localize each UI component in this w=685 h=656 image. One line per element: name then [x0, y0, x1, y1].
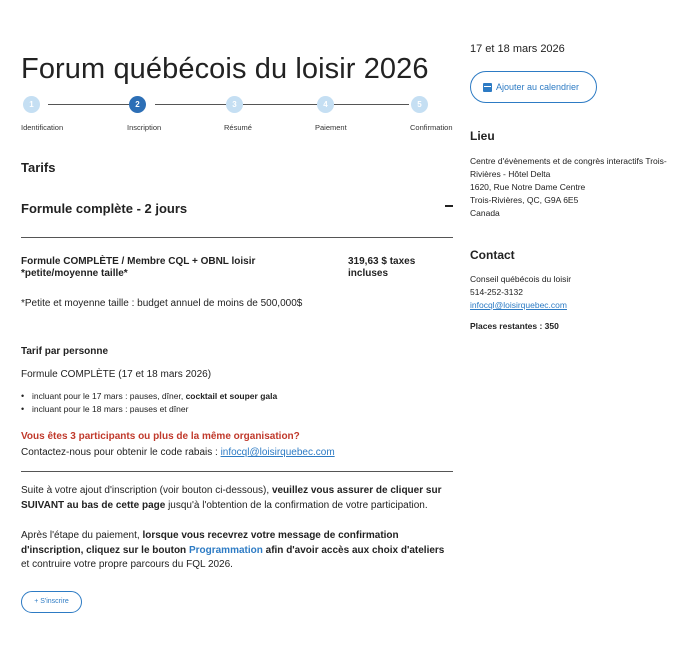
tarif-price-line1: 319,63 $ taxes — [348, 256, 416, 267]
p2-text-d: et contruire votre propre parcours du FQL 2026. — [21, 559, 233, 570]
instructions-paragraph-1 — [21, 484, 453, 513]
add-to-calendar-button[interactable] — [470, 71, 597, 103]
tarifs-heading: Tarifs — [21, 160, 56, 175]
step-1-label: Identification — [21, 123, 64, 132]
step-4-circle[interactable]: 4 — [317, 96, 334, 113]
list-item — [21, 403, 277, 416]
event-date: 17 et 18 mars 2026 — [470, 43, 565, 55]
formule-line: Formule COMPLÈTE (17 et 18 mars 2026) — [21, 369, 212, 380]
discount-email-link[interactable]: infocql@loisirquebec.com — [220, 447, 335, 458]
contact-heading: Contact — [470, 248, 515, 262]
lieu-line4: Canada — [470, 208, 500, 218]
tarif-item-name — [21, 256, 271, 280]
step-3-label: Résumé — [224, 123, 252, 132]
p2-text-a: Après l'étape du paiement, — [21, 530, 143, 541]
step-connector — [48, 104, 139, 105]
tarif-item-price — [348, 256, 438, 280]
step-2-circle[interactable]: 2 — [129, 96, 146, 113]
instructions-paragraph-2 — [21, 529, 453, 573]
p1-bold: veuillez vous assurer de cliquer sur SUIVANT au bas de cette page — [21, 485, 442, 511]
group-question: Vous êtes 3 participants ou plus de la même organisation? — [21, 431, 300, 442]
step-2-label: Inscription — [127, 123, 162, 132]
contact-org: Conseil québécois du loisir — [470, 274, 572, 284]
size-note: *Petite et moyenne taille : budget annuel de moins de 500,000$ — [21, 298, 303, 309]
collapse-minus-icon[interactable] — [445, 205, 453, 207]
inclusions-list — [21, 390, 277, 416]
step-5-label: Confirmation — [410, 123, 453, 132]
tarif-item-name-line1: Formule COMPLÈTE / Membre CQL + OBNL loisir — [21, 256, 256, 267]
lieu-line1: Centre d'évènements et de congrès interactifs Trois-Rivières - Hôtel Delta — [470, 156, 667, 179]
step-connector — [155, 104, 226, 105]
page-title: Forum québécois du loisir 2026 — [21, 53, 429, 85]
discount-contact-text: Contactez-nous pour obtenir le code rabais : — [21, 447, 221, 458]
step-connector — [243, 104, 317, 105]
tarif-price-line2: incluses — [348, 268, 389, 279]
bullet1-bold: cocktail et souper gala — [185, 391, 278, 401]
step-4-label: Paiement — [315, 123, 347, 132]
step-3-circle[interactable]: 3 — [226, 96, 243, 113]
p2-bold-c: afin d'avoir accès aux choix d'ateliers — [262, 544, 445, 556]
lieu-address — [470, 155, 680, 220]
lieu-line3: Trois-Rivières, QC, G9A 6E5 — [470, 195, 579, 205]
lieu-line2: 1620, Rue Notre Dame Centre — [470, 182, 586, 192]
list-item — [21, 390, 277, 403]
bullet2-text: incluant pour le 18 mars : pauses et dîner — [32, 404, 189, 414]
inscrire-button[interactable]: + S'inscrire — [21, 591, 82, 613]
bullet1-text: incluant pour le 17 mars : pauses, dîner, — [32, 391, 186, 401]
lieu-heading: Lieu — [470, 129, 495, 143]
places-remaining: Places restantes : 350 — [470, 321, 559, 331]
step-1-circle[interactable]: 1 — [23, 96, 40, 113]
p1-text-a: Suite à votre ajout d'inscription (voir bouton ci-dessous), — [21, 485, 272, 496]
p1-text-c: jusqu'à l'obtention de la confirmation de votre participation. — [165, 499, 428, 511]
divider — [21, 237, 453, 238]
step-5-circle[interactable]: 5 — [411, 96, 428, 113]
step-connector — [334, 104, 409, 105]
calendar-icon — [483, 83, 492, 92]
divider — [21, 471, 453, 472]
contact-email-link[interactable]: infocql@loisirquebec.com — [470, 300, 567, 310]
p2-bold: lorsque vous recevrez votre message de confirmation d'inscription, cliquez sur le bouton — [21, 530, 399, 556]
contact-phone: 514-252-3132 — [470, 287, 523, 297]
discount-contact — [21, 447, 335, 458]
add-to-calendar-label: Ajouter au calendrier — [496, 82, 580, 92]
progress-stepper — [21, 96, 453, 136]
tarif-item-name-line2: *petite/moyenne taille* — [21, 268, 128, 279]
formule-heading[interactable]: Formule complète - 2 jours — [21, 201, 188, 216]
programmation-link[interactable]: Programmation — [188, 544, 263, 556]
per-person-heading: Tarif par personne — [21, 346, 109, 357]
contact-info — [470, 273, 680, 312]
